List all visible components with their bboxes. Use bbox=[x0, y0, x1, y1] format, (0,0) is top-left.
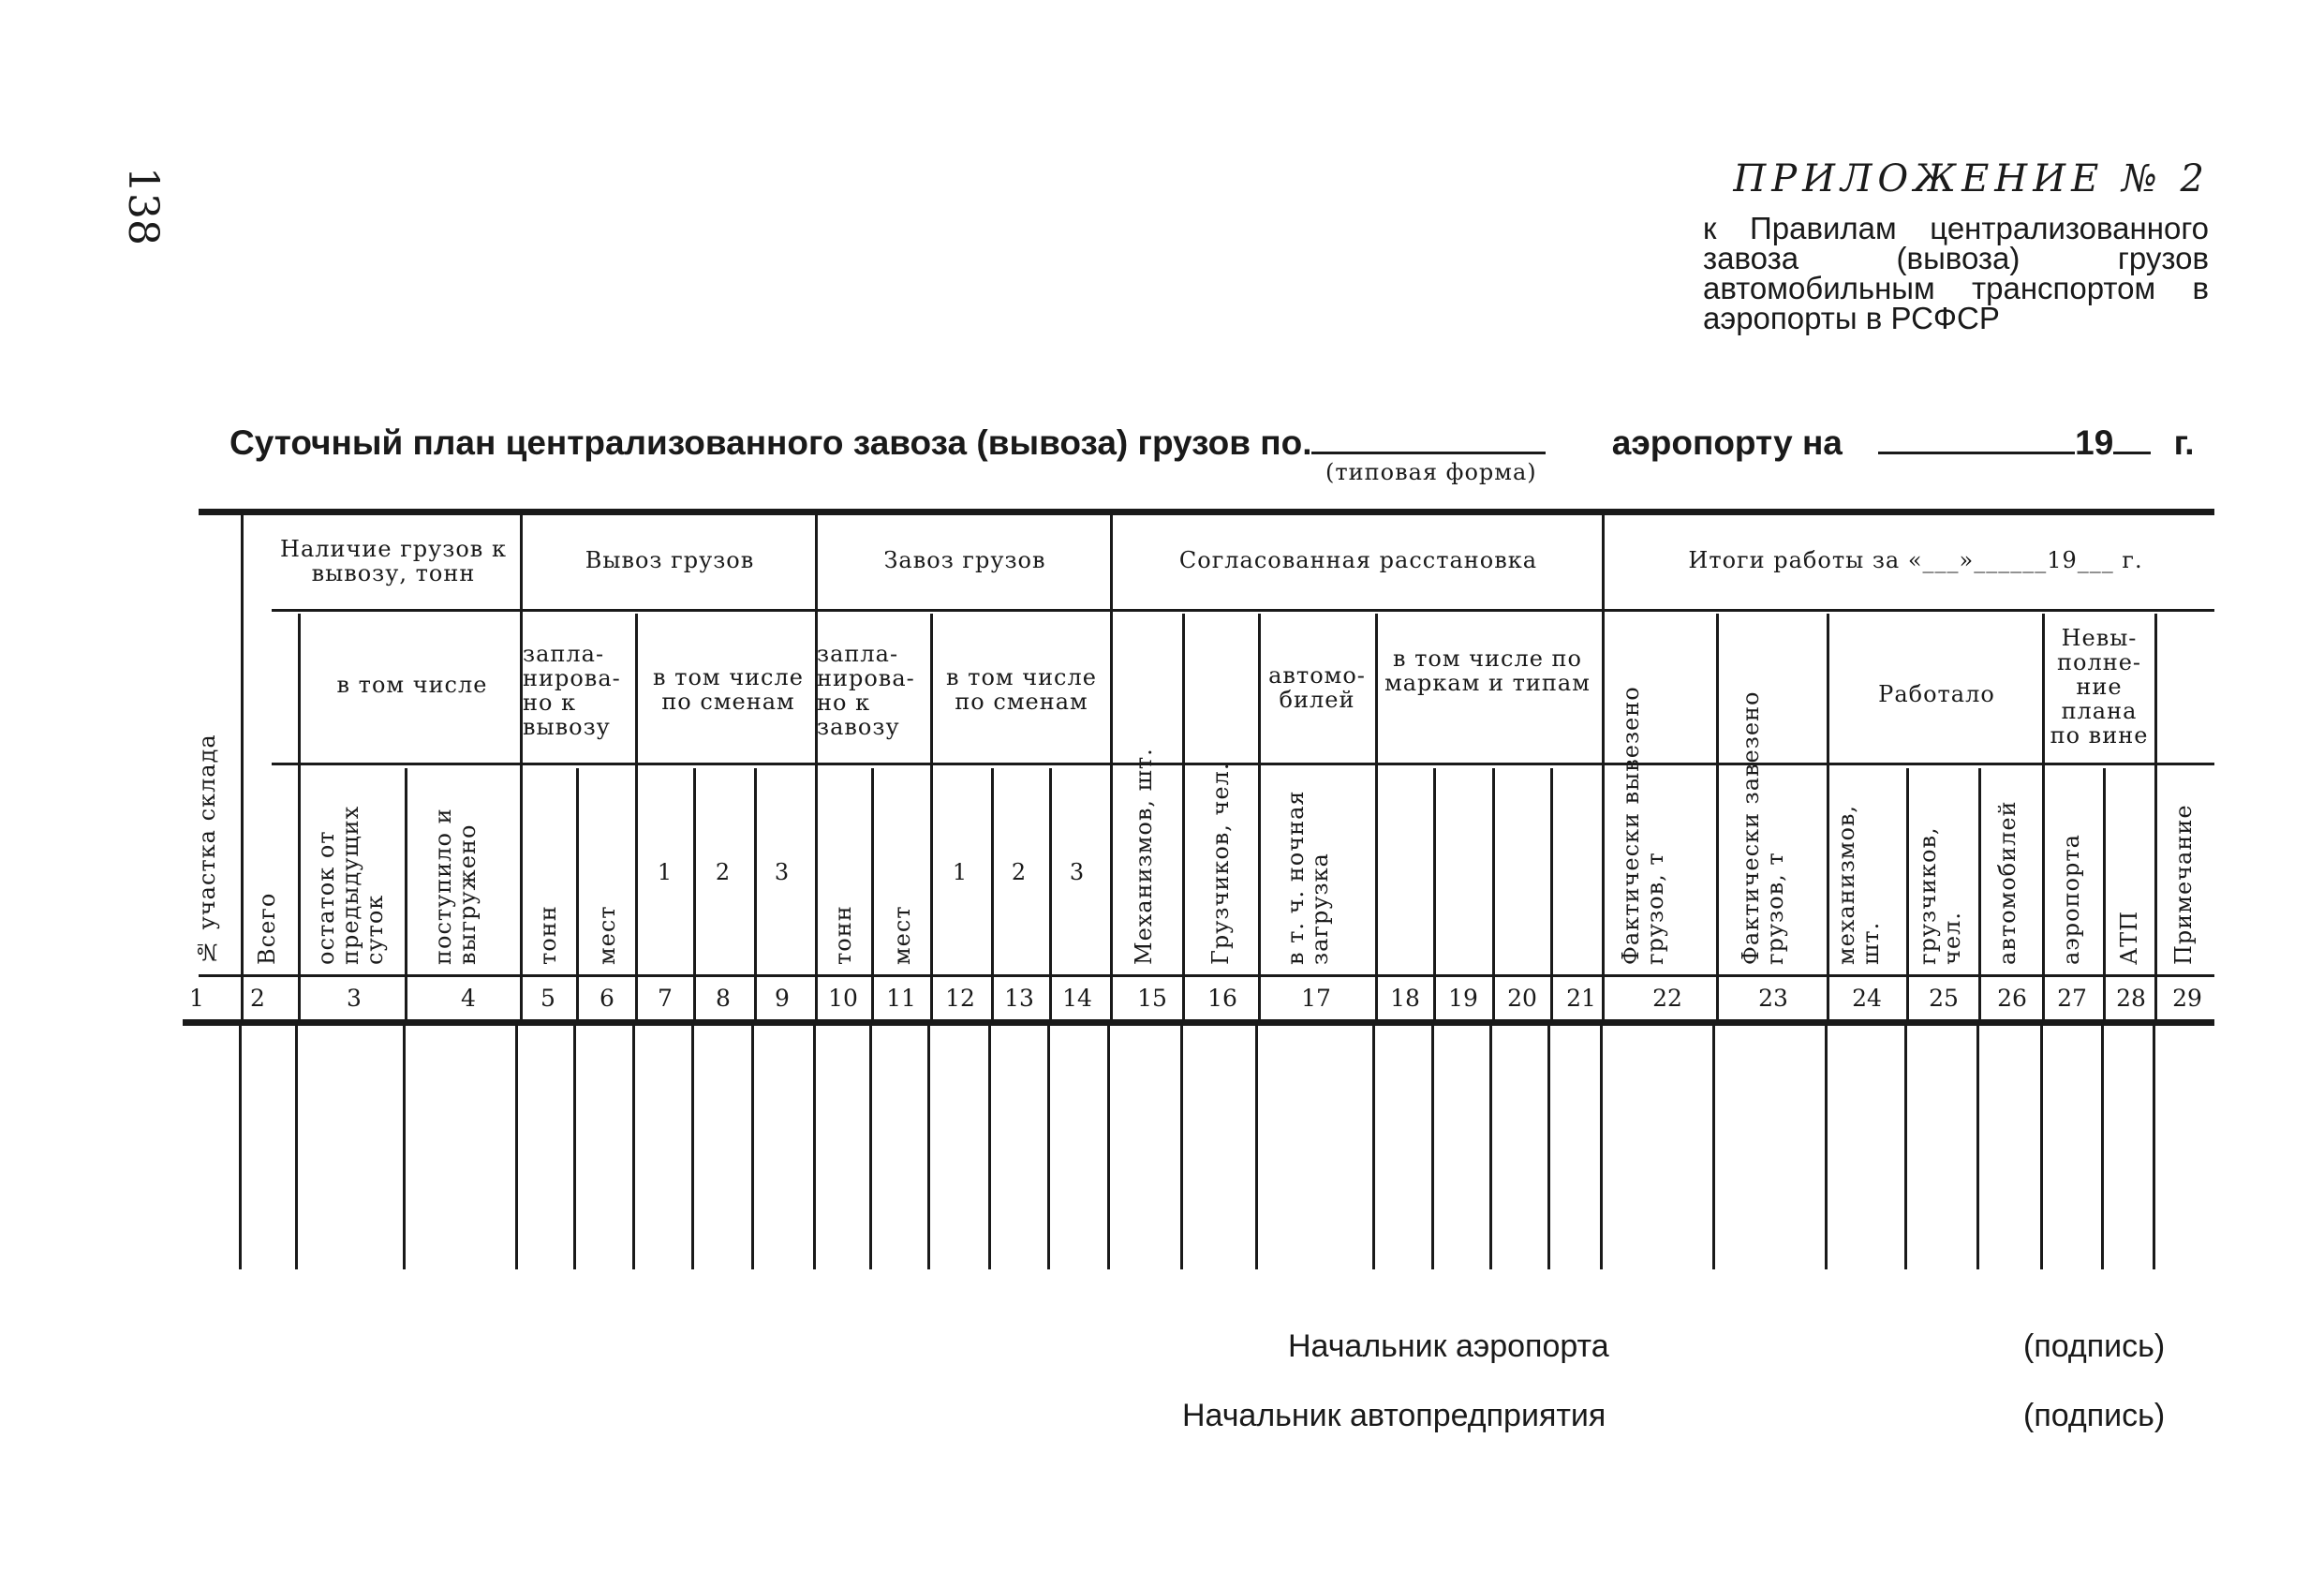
column-number: 29 bbox=[2172, 985, 2202, 1012]
body-column-line bbox=[1489, 1026, 1492, 1269]
col-16: Грузчиков, чел. bbox=[1207, 762, 1234, 965]
column-number: 17 bbox=[1301, 985, 1331, 1012]
vline bbox=[1602, 513, 1605, 1019]
body-column-line bbox=[1180, 1026, 1183, 1269]
airport-head-signature: (подпись) bbox=[2023, 1328, 2166, 1364]
column-number: 22 bbox=[1652, 985, 1682, 1012]
body-column-line bbox=[632, 1026, 635, 1269]
group-results: Итоги работы за «___»______19___ г. bbox=[1688, 547, 2143, 573]
col-27: аэропорта bbox=[2058, 834, 2084, 965]
body-column-line bbox=[1107, 1026, 1110, 1269]
col-29: Примечание bbox=[2170, 804, 2197, 965]
vline bbox=[871, 768, 874, 1019]
vline bbox=[1110, 513, 1113, 1019]
vline bbox=[298, 614, 301, 1019]
vline bbox=[1492, 768, 1495, 1019]
column-number: 15 bbox=[1137, 985, 1167, 1012]
body-column-line bbox=[573, 1026, 576, 1269]
group-availability: Наличие грузов к вывозу, тонн bbox=[280, 536, 507, 586]
col-25: грузчиков, чел. bbox=[1915, 826, 1965, 965]
sub-import-by-shifts: в том числе по сменам bbox=[946, 664, 1097, 715]
form-title-part1: Суточный план централизованного завоза (вывоза) грузов по bbox=[229, 423, 1303, 462]
column-number: 25 bbox=[1929, 985, 1959, 1012]
group-rule bbox=[272, 609, 2214, 612]
column-number: 18 bbox=[1390, 985, 1420, 1012]
body-column-line bbox=[988, 1026, 991, 1269]
col-15: Механизмов, шт. bbox=[1131, 748, 1157, 965]
column-number: 2 bbox=[250, 985, 265, 1012]
vline bbox=[1550, 768, 1553, 1019]
vline bbox=[241, 513, 244, 1019]
body-column-line bbox=[1547, 1026, 1550, 1269]
col-24: механизмов, шт. bbox=[1833, 804, 1884, 965]
group-import: Завоз грузов bbox=[883, 547, 1046, 573]
vline bbox=[754, 768, 757, 1019]
page-number: 138 bbox=[119, 167, 167, 245]
sub-cars: автомо-билей bbox=[1268, 662, 1366, 713]
col-4: поступило и выгружено bbox=[430, 808, 481, 965]
col-2: Всего bbox=[254, 892, 280, 965]
airport-blank bbox=[1311, 423, 1546, 454]
col-11: мест bbox=[889, 905, 915, 965]
column-number: 5 bbox=[540, 985, 555, 1012]
column-number: 23 bbox=[1758, 985, 1788, 1012]
sub-export-by-shifts: в том числе по сменам bbox=[653, 664, 804, 715]
column-number: 4 bbox=[461, 985, 476, 1012]
col-14: 3 bbox=[1069, 859, 1086, 885]
column-number: 1 bbox=[189, 985, 204, 1012]
column-number: 12 bbox=[945, 985, 975, 1012]
vline bbox=[405, 768, 407, 1019]
vline bbox=[815, 513, 818, 1019]
form-title-g: г. bbox=[2173, 423, 2195, 462]
body-column-line bbox=[2153, 1026, 2155, 1269]
body-column-line bbox=[1431, 1026, 1434, 1269]
form-type: (типовая форма) bbox=[1325, 459, 1537, 485]
vline bbox=[930, 614, 933, 1019]
col-28: АТП bbox=[2116, 910, 2142, 965]
vline bbox=[1827, 614, 1829, 1019]
enterprise-head-label: Начальник автопредприятия bbox=[1182, 1398, 1606, 1433]
body-column-line bbox=[1712, 1026, 1715, 1269]
body-column-line bbox=[2101, 1026, 2104, 1269]
sub-by-brands: в том числе по маркам и типам bbox=[1384, 645, 1591, 696]
col-7: 1 bbox=[657, 859, 674, 885]
body-column-line bbox=[239, 1026, 242, 1269]
date-blank bbox=[1878, 423, 2075, 454]
body-column-line bbox=[691, 1026, 694, 1269]
vline bbox=[635, 614, 638, 1019]
col-5: тонн bbox=[535, 905, 561, 965]
col-8: 2 bbox=[715, 859, 732, 885]
sub-planned-export: запла-нирова-но к вывозу bbox=[523, 641, 621, 740]
vline bbox=[1716, 614, 1719, 1019]
column-number: 13 bbox=[1004, 985, 1034, 1012]
column-number: 9 bbox=[775, 985, 790, 1012]
column-number: 26 bbox=[1997, 985, 2027, 1012]
form-title-year: 19 bbox=[2075, 423, 2114, 462]
body-column-line bbox=[2040, 1026, 2043, 1269]
group-arrangement: Согласованная расстановка bbox=[1178, 547, 1538, 573]
body-column-line bbox=[1255, 1026, 1258, 1269]
column-number: 11 bbox=[886, 985, 916, 1012]
vline bbox=[2042, 614, 2045, 1019]
body-column-line bbox=[403, 1026, 406, 1269]
col-3: остаток от предыдущих суток bbox=[313, 805, 388, 965]
body-column-line bbox=[1825, 1026, 1828, 1269]
year-blank bbox=[2113, 423, 2151, 454]
column-number: 6 bbox=[600, 985, 614, 1012]
table-top-rule bbox=[199, 509, 2214, 515]
column-number: 19 bbox=[1448, 985, 1478, 1012]
column-number: 3 bbox=[347, 985, 362, 1012]
body-column-line bbox=[813, 1026, 816, 1269]
vline bbox=[520, 513, 523, 1019]
form-title-part2: аэропорту на bbox=[1611, 423, 1843, 462]
col-6: мест bbox=[594, 905, 620, 965]
vline bbox=[1049, 768, 1052, 1019]
col-22: Фактически вывезено грузов, т bbox=[1618, 686, 1668, 965]
col-1: № участка склада bbox=[194, 734, 220, 965]
col-10: тонн bbox=[830, 905, 856, 965]
numbers-top-rule bbox=[199, 974, 2214, 977]
column-number: 27 bbox=[2057, 985, 2087, 1012]
sub-worked: Работало bbox=[1878, 681, 1995, 707]
body-column-line bbox=[1372, 1026, 1375, 1269]
col-23: Фактически завезено грузов, т bbox=[1738, 690, 1788, 965]
column-number: 10 bbox=[828, 985, 858, 1012]
column-number: 16 bbox=[1207, 985, 1237, 1012]
col-13: 2 bbox=[1011, 859, 1028, 885]
body-column-line bbox=[1904, 1026, 1907, 1269]
col-12: 1 bbox=[952, 859, 969, 885]
column-number: 14 bbox=[1062, 985, 1092, 1012]
col-26: автомобилей bbox=[1994, 800, 2021, 965]
body-column-line bbox=[1976, 1026, 1979, 1269]
body-column-line bbox=[1047, 1026, 1050, 1269]
sub-in-that-number: в том числе bbox=[336, 672, 488, 698]
body-column-line bbox=[869, 1026, 872, 1269]
column-number: 20 bbox=[1507, 985, 1537, 1012]
vline bbox=[1182, 614, 1185, 1019]
appendix-title: ПРИЛОЖЕНИЕ № 2 bbox=[1733, 157, 2210, 200]
column-number: 7 bbox=[658, 985, 673, 1012]
body-column-line bbox=[1600, 1026, 1603, 1269]
vline bbox=[2103, 768, 2106, 1019]
vline bbox=[1978, 768, 1981, 1019]
subgroup-rule bbox=[272, 763, 2214, 765]
column-number: 24 bbox=[1852, 985, 1882, 1012]
enterprise-head-signature: (подпись) bbox=[2023, 1398, 2166, 1433]
group-export: Вывоз грузов bbox=[585, 547, 755, 573]
col-9: 3 bbox=[774, 859, 791, 885]
vline bbox=[576, 768, 579, 1019]
sub-planned-import: запла-нирова-но к завозу bbox=[817, 641, 915, 740]
body-column-line bbox=[295, 1026, 298, 1269]
vline bbox=[1258, 614, 1261, 1019]
body-column-line bbox=[927, 1026, 930, 1269]
form-title: Суточный план централизованного завоза (вывоза) грузов по. аэропорту на 19 г. bbox=[229, 423, 2195, 462]
vline bbox=[2154, 614, 2157, 1019]
body-column-line bbox=[751, 1026, 754, 1269]
column-number: 28 bbox=[2116, 985, 2146, 1012]
vline bbox=[693, 768, 696, 1019]
vline bbox=[1906, 768, 1909, 1019]
vline bbox=[1375, 614, 1378, 1019]
vline bbox=[991, 768, 994, 1019]
column-number: 8 bbox=[716, 985, 731, 1012]
appendix-subtitle: к Правилам централизованного завоза (вывоза) грузов автомобильным транспортом в аэропорты в РСФСР bbox=[1703, 211, 2209, 335]
airport-head-label: Начальник аэропорта bbox=[1288, 1328, 1609, 1364]
vline bbox=[1433, 768, 1436, 1019]
sub-nonfulfillment: Невы-полне-ние плана по вине bbox=[2050, 625, 2149, 749]
numbers-bottom-rule bbox=[183, 1019, 2214, 1026]
column-number: 21 bbox=[1566, 985, 1596, 1012]
body-column-line bbox=[515, 1026, 518, 1269]
col-17: в т. ч. ночная загрузка bbox=[1282, 790, 1333, 965]
